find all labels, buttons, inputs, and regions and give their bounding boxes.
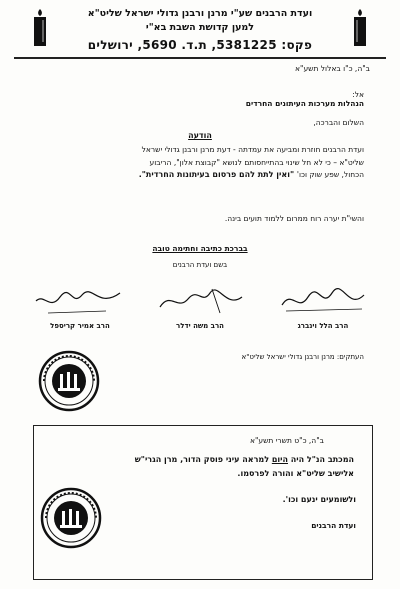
body-line-3 [36,169,364,182]
body-line-1: ועדת הרבנים חוזרת ומביעה את עמדתה - דעת מרנן ורבנן גדולי ישראל [141,145,364,154]
header-divider [14,57,386,59]
official-stamp-icon [38,350,100,412]
body-line-2: שליט"א – כי לא חל שינוי בהתייחסותם לנושא "קבוצת אלון", הריבוע [149,157,364,167]
addendum-today: היום [271,455,288,464]
blessing: בברכת כתיבה וחתימה טובה [152,244,248,253]
right-candle-logo-icon [350,8,370,48]
signature-3 [28,283,128,319]
signature-2 [150,283,250,319]
body-line-3-bold: "ואין לתת להם פרסום בעיתונות החרדית". [138,170,297,179]
addendum-line-1-prefix: המכתב הנ"ל היה [288,455,354,464]
addendum-line-2: אלישיב שליט"א והורה לפרסמו. [237,469,354,478]
letter-date: ב"ה, כ"ו באלול תשע"א [295,64,370,73]
signatory-name: הרב הלל וינברג [297,322,349,330]
addendum-signoff: ועדת הרבנים [311,521,356,530]
notice-title: הודעה [188,131,212,140]
left-candle-logo-icon [30,8,50,48]
closing-line: והשי"ת יערה רוח ממרום ללמוד תועים בינה. [224,214,364,223]
body-line-3-prefix: הכחול, שפע שוק וכו' [296,170,364,179]
addendum-line-1-suffix: למראה עיני פוסק הדור, מרן הגרי"ש [134,455,272,464]
copies-line: העתקים: מרנן ורבנן גדולי ישראל שליט"א [241,353,364,361]
signatory-name: הרב משה ידלר [176,322,224,330]
letter-body [36,144,364,182]
addendum-date: ב"ה, כ"ט תשרי תשע"א [249,436,324,445]
recipient: הנהלות מערכות העיתונים החרדים [245,99,364,108]
header-purpose-line: למען קדושת השבת בא"י [145,22,255,33]
signature-1 [274,283,374,319]
header-org-line: ועדת הרבנים שע"י מרנן ורבנן גדולי ישראל שליט"א [87,8,313,19]
addendum-line-1 [46,455,354,464]
greeting: השלום והברכה, [313,118,364,127]
addendum-line-3: ולשומעים ינעם וכו'. [282,495,356,504]
signatory-name: הרב אמיר קריספל [50,322,110,330]
to-label: אל: [352,90,364,99]
header-contact-line: פקס: 5381225, ת.ד. 5690, ירושלים [87,38,313,52]
on-behalf: בשם ועדת הרבנים [172,261,228,269]
